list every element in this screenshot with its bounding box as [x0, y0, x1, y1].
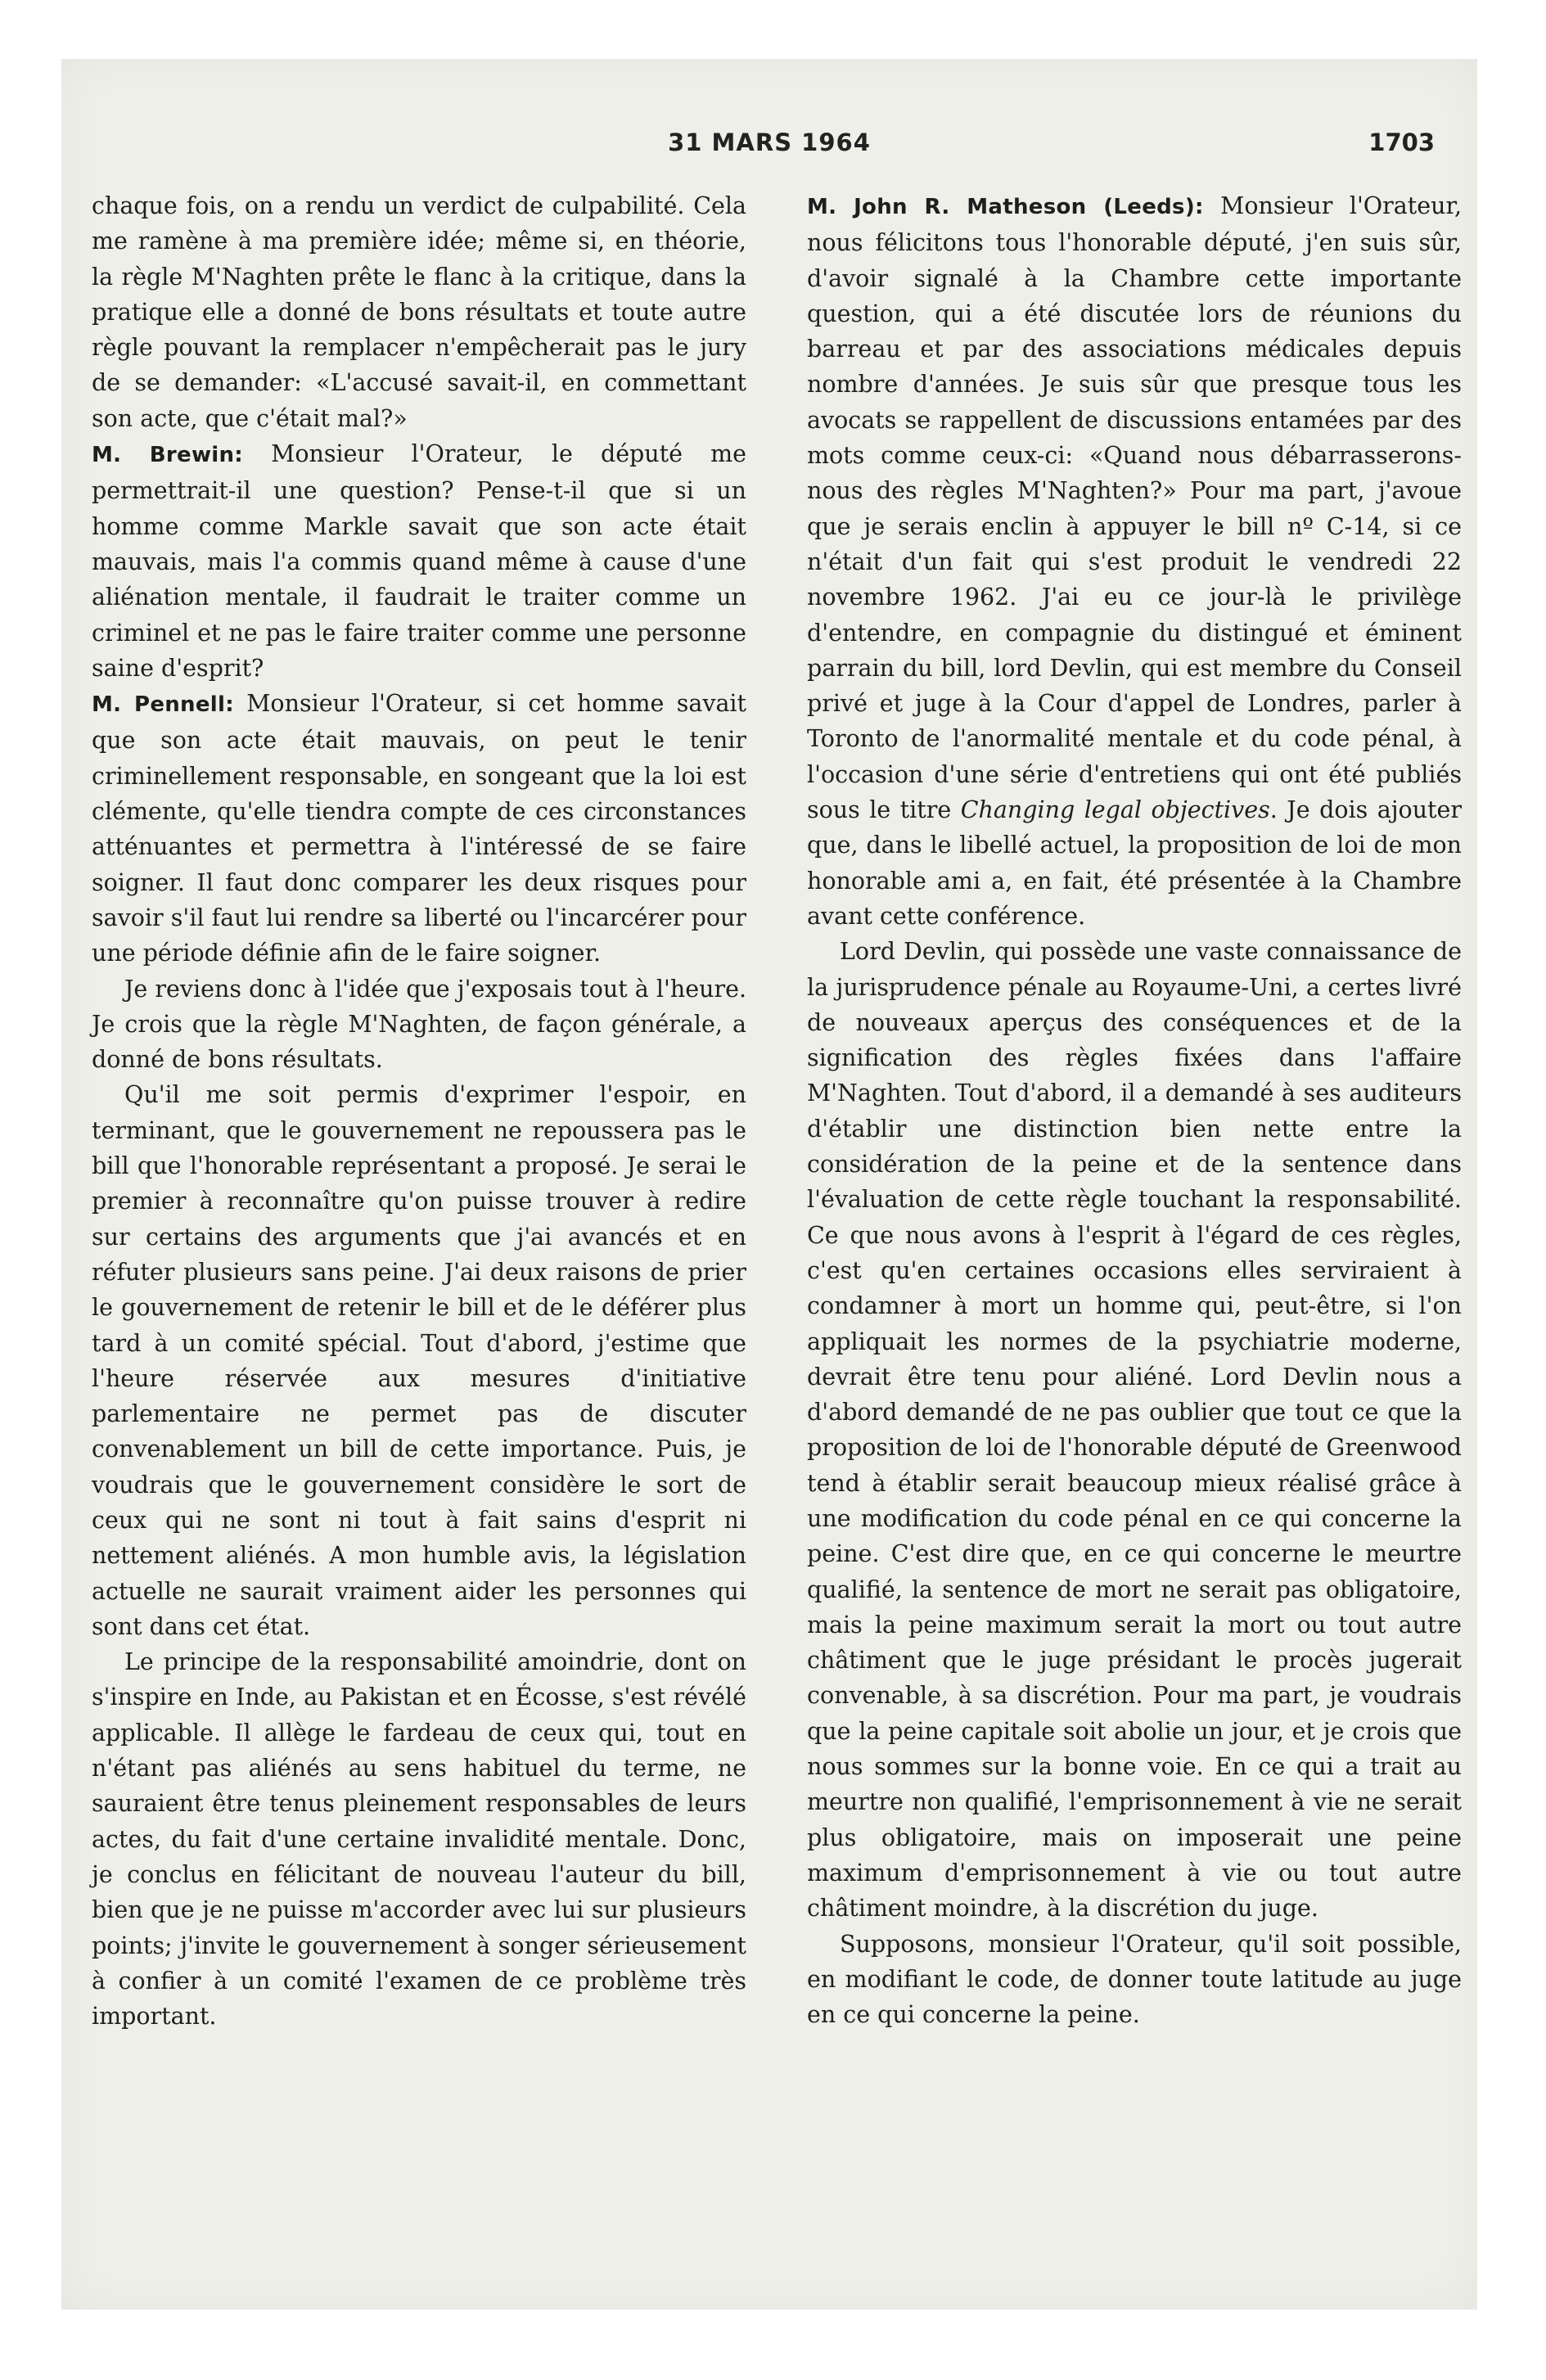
paragraph: Qu'il me soit permis d'exprimer l'espoir, en terminant, que le gouvernement ne repoussera pas le bill que l'honorable représentant a proposé. Je serai le premier à reconnaître qu'on puisse trouver à redire sur certains des arguments que j'ai avancés et en réfuter plusieurs sans peine. J'ai deux raisons de prier le gouvernement de retenir le bill et de le déférer plus tard à un comité spécial. Tout d'abord, j'estime que l'heure réservée aux mesures d'initiative parlementaire ne permet pas de discuter convenablement un bill de cette importance. Puis, je voudrais que le gouvernement considère le sort de ceux qui ne sont ni tout à fait sains d'esprit ni nettement aliénés. A mon humble avis, la législation actuelle ne saurait vraiment aider les personnes qui sont dans cet état.: [92, 1081, 746, 1640]
speaker-name: M. Pennell:: [92, 692, 234, 718]
speaker-name: M. Brewin:: [92, 443, 243, 468]
paragraph: Le principe de la responsabilité amoindrie, dont on s'inspire en Inde, au Pakistan et en Écosse, s'est révélé applicable. Il allège le fardeau de ceux qui, tout en n'étant pas aliénés au sens habituel du terme, ne sauraient être tenus pleinement responsables de leurs actes, du fait d'une certaine invalidité mentale. Donc, je conclus en félicitant de nouveau l'auteur du bill, bien que je ne puisse m'accorder avec lui sur plusieurs points; j'invite le gouvernement à songer sérieusement à confier à un comité l'examen de ce problème très important.: [92, 1648, 746, 2031]
right-column: [807, 188, 1462, 2032]
speech-text: Monsieur l'Orateur, le député me permettrait-il une question? Pense-t-il que si un homme comme Markle savait que son acte était mauvais, mais l'a commis quand même à cause d'une aliénation mentale, il faudrait le traiter comme un criminel et ne pas le faire traiter comme une personne saine d'esprit?: [92, 440, 746, 682]
left-column: [92, 188, 746, 2034]
scanned-page: [61, 59, 1477, 2310]
paragraph: Supposons, monsieur l'Orateur, qu'il soit possible, en modifiant le code, de donner toute latitude au juge en ce qui concerne la peine.: [807, 1930, 1462, 2029]
speaker-name: M. John R. Matheson (Leeds):: [807, 195, 1204, 219]
speech-text: Monsieur l'Orateur, si cet homme savait que son acte était mauvais, on peut le tenir criminellement responsable, en songeant que la loi est clémente, qu'elle tiendra compte de ces circonstances atténuantes et permettra à l'intéressé de se faire soigner. Il faut donc comparer les deux risques pour savoir s'il faut lui rendre sa liberté ou l'incarcérer pour une période définie afin de le faire soigner.: [92, 690, 746, 967]
paragraph: Je reviens donc à l'idée que j'exposais tout à l'heure. Je crois que la règle M'Naghten, de façon générale, a donné de bons résultats.: [92, 975, 746, 1074]
speech-paragraph: [807, 188, 1462, 934]
paragraph: Lord Devlin, qui possède une vaste connaissance de la jurisprudence pénale au Royaume-Uni, a certes livré de nouveaux aperçus des conséquences et de la signification des règles fixées dans l'affaire M'Naghten. Tout d'abord, il a demandé à ses auditeurs d'établir une distinction bien nette entre la considération de la peine et de la sentence dans l'évaluation de cette règle touchant la responsabilité. Ce que nous avons à l'esprit à l'égard de ces règles, c'est qu'en certaines occasions elles serviraient à condamner à mort un homme qui, peut-être, si l'on appliquait les normes de la psychiatrie moderne, devrait être tenu pour aliéné. Lord Devlin nous a d'abord demandé de ne pas oublier que tout ce que la proposition de loi de l'honorable député de Greenwood tend à établir serait beaucoup mieux réalisé grâce à une modification du code pénal en ce qui concerne la peine. C'est dire que, en ce qui concerne le meurtre qualifié, la sentence de mort ne serait pas obligatoire, mais la peine maximum serait la mort ou tout autre châtiment que le juge présidant le procès jugerait convenable, à sa discrétion. Pour ma part, je voudrais que la peine capitale soit abolie un jour, et je crois que nous sommes sur la bonne voie. En ce qui a trait au meurtre non qualifié, l'emprisonnement à vie ne serait plus obligatoire, mais on imposerait une peine maximum d'emprisonnement à vie ou tout autre châtiment moindre, à la discrétion du juge.: [807, 938, 1462, 1922]
speech-text-continued: . Je dois ajouter que, dans le libellé actuel, la proposition de loi de mon honorable ami a, en fait, été présentée à la Chambre avant cette conférence.: [807, 796, 1462, 930]
speech-paragraph: [92, 686, 746, 971]
speech-text: Monsieur l'Orateur, nous félicitons tous l'honorable député, j'en suis sûr, d'avoir signalé à la Chambre cette importante question, qui a été discutée lors de réunions du barreau et par des associations médicales depuis nombre d'années. Je suis sûr que presque tous les avocats se rappellent de discussions entamées par des mots comme ceux-ci: «Quand nous débarrasserons-nous des règles M'Naghten?» Pour ma part, j'avoue que je serais enclin à appuyer le bill nº C-14, si ce n'était d'un fait qui s'est produit le vendredi 22 novembre 1962. J'ai eu ce jour-là le privilège d'entendre, en compagnie du distingué et éminent parrain du bill, lord Devlin, qui est membre du Conseil privé et juge à la Cour d'appel de Londres, parler à Toronto de l'anormalité mentale et du code pénal, à l'occasion d'une série d'entretiens qui ont été publiés sous le titre: [807, 192, 1462, 824]
publication-title: Changing legal objectives: [960, 796, 1270, 824]
page-number: 1703: [1368, 128, 1435, 156]
page-header: [61, 128, 1477, 169]
header-date: 31 MARS 1964: [668, 128, 871, 156]
paragraph: chaque fois, on a rendu un verdict de culpabilité. Cela me ramène à ma première idée; même si, en théorie, la règle M'Naghten prête le flanc à la critique, dans la pratique elle a donné de bons résultats et toute autre règle pouvant la remplacer n'empêcherait pas le jury de se demander: «L'accusé savait-il, en commettant son acte, que c'était mal?»: [92, 192, 746, 432]
speech-paragraph: [92, 436, 746, 686]
